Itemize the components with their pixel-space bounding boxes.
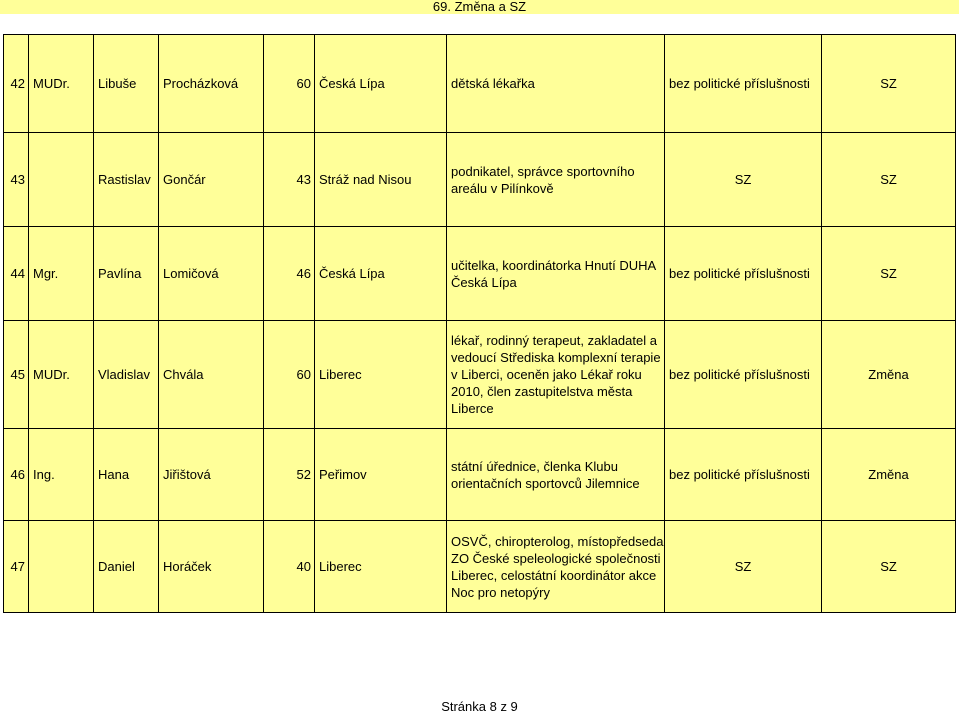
- nominated-by-cell: Změna: [822, 321, 956, 429]
- first-name-cell: Libuše: [94, 35, 159, 133]
- title-cell: MUDr.: [29, 321, 94, 429]
- table-row: [4, 35, 956, 133]
- occupation-cell: lékař, rodinný terapeut, zakladatel a vedoucí Střediska komplexní terapie v Liberci, oceněn jako Lékař roku 2010, člen zastupitelstva města Liberce: [447, 321, 665, 429]
- age-cell: 43: [264, 133, 315, 227]
- age-cell: 60: [264, 321, 315, 429]
- row-number-cell: 47: [4, 521, 29, 613]
- age-cell: 60: [264, 35, 315, 133]
- row-number-cell: 42: [4, 35, 29, 133]
- membership-cell: bez politické příslušnosti: [665, 321, 822, 429]
- table-row: [4, 227, 956, 321]
- last-name-cell: Horáček: [159, 521, 264, 613]
- table-row: [4, 321, 956, 429]
- residence-cell: Česká Lípa: [315, 227, 447, 321]
- title-cell: Ing.: [29, 429, 94, 521]
- age-cell: 40: [264, 521, 315, 613]
- row-number-cell: 46: [4, 429, 29, 521]
- age-cell: 46: [264, 227, 315, 321]
- nominated-by-cell: Změna: [822, 429, 956, 521]
- nominated-by-cell: SZ: [822, 35, 956, 133]
- row-number-cell: 45: [4, 321, 29, 429]
- row-number-cell: 43: [4, 133, 29, 227]
- occupation-cell: učitelka, koordinátorka Hnutí DUHA Česká Lípa: [447, 227, 665, 321]
- last-name-cell: Procházková: [159, 35, 264, 133]
- residence-cell: Liberec: [315, 521, 447, 613]
- title-cell: [29, 521, 94, 613]
- residence-cell: Česká Lípa: [315, 35, 447, 133]
- membership-cell: SZ: [665, 133, 822, 227]
- occupation-cell: podnikatel, správce sportovního areálu v Pilínkově: [447, 133, 665, 227]
- first-name-cell: Pavlína: [94, 227, 159, 321]
- party-header: 69. Změna a SZ: [0, 0, 959, 14]
- last-name-cell: Jiřištová: [159, 429, 264, 521]
- occupation-cell: OSVČ, chiropterolog, místopředseda ZO České speleologické společnosti Liberec, celostátní koordinátor akce Noc pro netopýry: [447, 521, 665, 613]
- last-name-cell: Lomičová: [159, 227, 264, 321]
- table-row: [4, 133, 956, 227]
- membership-cell: bez politické příslušnosti: [665, 35, 822, 133]
- table-row: [4, 429, 956, 521]
- occupation-cell: dětská lékařka: [447, 35, 665, 133]
- last-name-cell: Chvála: [159, 321, 264, 429]
- occupation-cell: státní úřednice, členka Klubu orientačních sportovců Jilemnice: [447, 429, 665, 521]
- title-cell: MUDr.: [29, 35, 94, 133]
- residence-cell: Liberec: [315, 321, 447, 429]
- candidate-table: [3, 34, 956, 613]
- nominated-by-cell: SZ: [822, 227, 956, 321]
- membership-cell: bez politické příslušnosti: [665, 429, 822, 521]
- residence-cell: Peřimov: [315, 429, 447, 521]
- nominated-by-cell: SZ: [822, 521, 956, 613]
- title-cell: Mgr.: [29, 227, 94, 321]
- title-cell: [29, 133, 94, 227]
- table-row: [4, 521, 956, 613]
- membership-cell: SZ: [665, 521, 822, 613]
- residence-cell: Stráž nad Nisou: [315, 133, 447, 227]
- first-name-cell: Hana: [94, 429, 159, 521]
- nominated-by-cell: SZ: [822, 133, 956, 227]
- page-number: Stránka 8 z 9: [441, 699, 518, 714]
- row-number-cell: 44: [4, 227, 29, 321]
- age-cell: 52: [264, 429, 315, 521]
- first-name-cell: Daniel: [94, 521, 159, 613]
- last-name-cell: Gončár: [159, 133, 264, 227]
- first-name-cell: Vladislav: [94, 321, 159, 429]
- membership-cell: bez politické příslušnosti: [665, 227, 822, 321]
- first-name-cell: Rastislav: [94, 133, 159, 227]
